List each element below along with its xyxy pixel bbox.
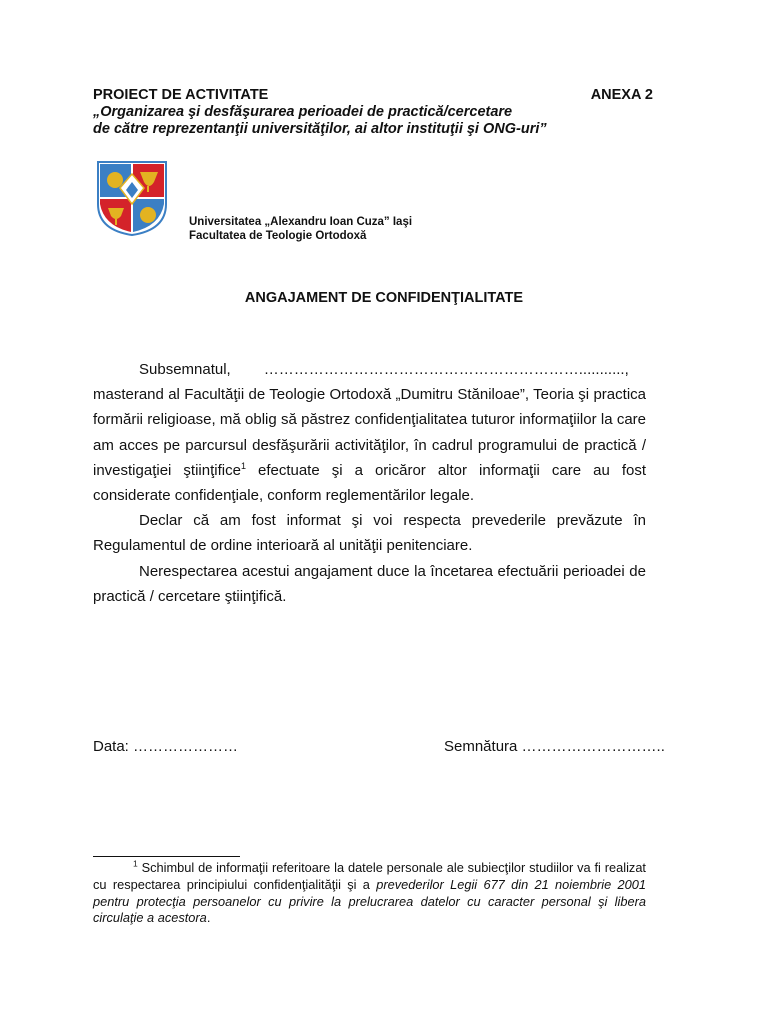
university-coat-of-arms — [96, 160, 168, 236]
commitment-text-end: efectuate şi a oricăror altor informaţii care au fost considerate confidenţiale, conform reglementărilor legale. — [93, 461, 647, 505]
footnote-mark: 1 — [133, 858, 138, 869]
university-block — [189, 216, 412, 243]
footnote-law-reference: prevederilor Legii 677 din 21 noiembrie 2001 pentru protecţia persoanelor cu privire la prelucrarea datelor cu caracter personal şi libera circulaţie a acestora — [93, 876, 646, 926]
project-title: PROIECT DE ACTIVITATE — [93, 87, 269, 103]
document-title: ANGAJAMENT DE CONFIDENŢIALITATE — [244, 290, 524, 306]
annex-label: ANEXA 2 — [590, 87, 653, 103]
project-subtitle-line2: de către reprezentanţii universităţilor, ai altor instituţii şi ONG-uri” — [93, 121, 547, 137]
paragraph-consequence: Nerespectarea acestui angajament duce la încetarea efectuării perioadei de practică / cercetare ştiinţifică. — [93, 562, 646, 605]
paragraph-commitment — [93, 357, 646, 508]
coat-of-arms-icon — [96, 160, 168, 236]
university-name: Universitatea „Alexandru Ioan Cuza” Iaşi — [189, 216, 413, 228]
footnote-divider — [93, 856, 240, 857]
paragraph-declaration: Declar că am fost informat şi voi respecta prevederile prevăzute în Regulamentul de ordine interioară al unităţii penitenciare. — [93, 512, 646, 555]
footnote — [93, 860, 646, 927]
footnote-end: . — [206, 910, 211, 926]
document-body — [93, 357, 646, 609]
project-subtitle-line1: „Organizarea şi desfăşurarea perioadei de practică/cercetare — [93, 104, 513, 120]
signature-field: Semnătura ……………………….. — [444, 738, 665, 755]
subsemnatul-label: Subsemnatul, — [139, 361, 231, 378]
commitment-text: ………………………………………………………..........., masterand al Facultăţii de Teologie Ortodoxă „Dumitru Stăniloae”, Teoria şi practica formării religioase, mă oblig să păstrez confidenţialitatea tuturor informaţiilor la care am acces pe parcursul desfăşurării activităţilor, în cadrul programului de practică / investigaţiei ştiinţifice — [93, 361, 646, 479]
document-header — [93, 87, 653, 138]
footnote-text: Schimbul de informaţii referitoare la datele personale ale subiecţilor studiilor va fi realizat cu respectarea principiului confidenţialităţii şi a — [93, 860, 646, 892]
faculty-name: Facultatea de Teologie Ortodoxă — [189, 229, 367, 242]
header-row — [93, 87, 653, 104]
date-field: Data: ………………… — [93, 738, 239, 755]
footnote-ref: 1 — [240, 460, 246, 471]
